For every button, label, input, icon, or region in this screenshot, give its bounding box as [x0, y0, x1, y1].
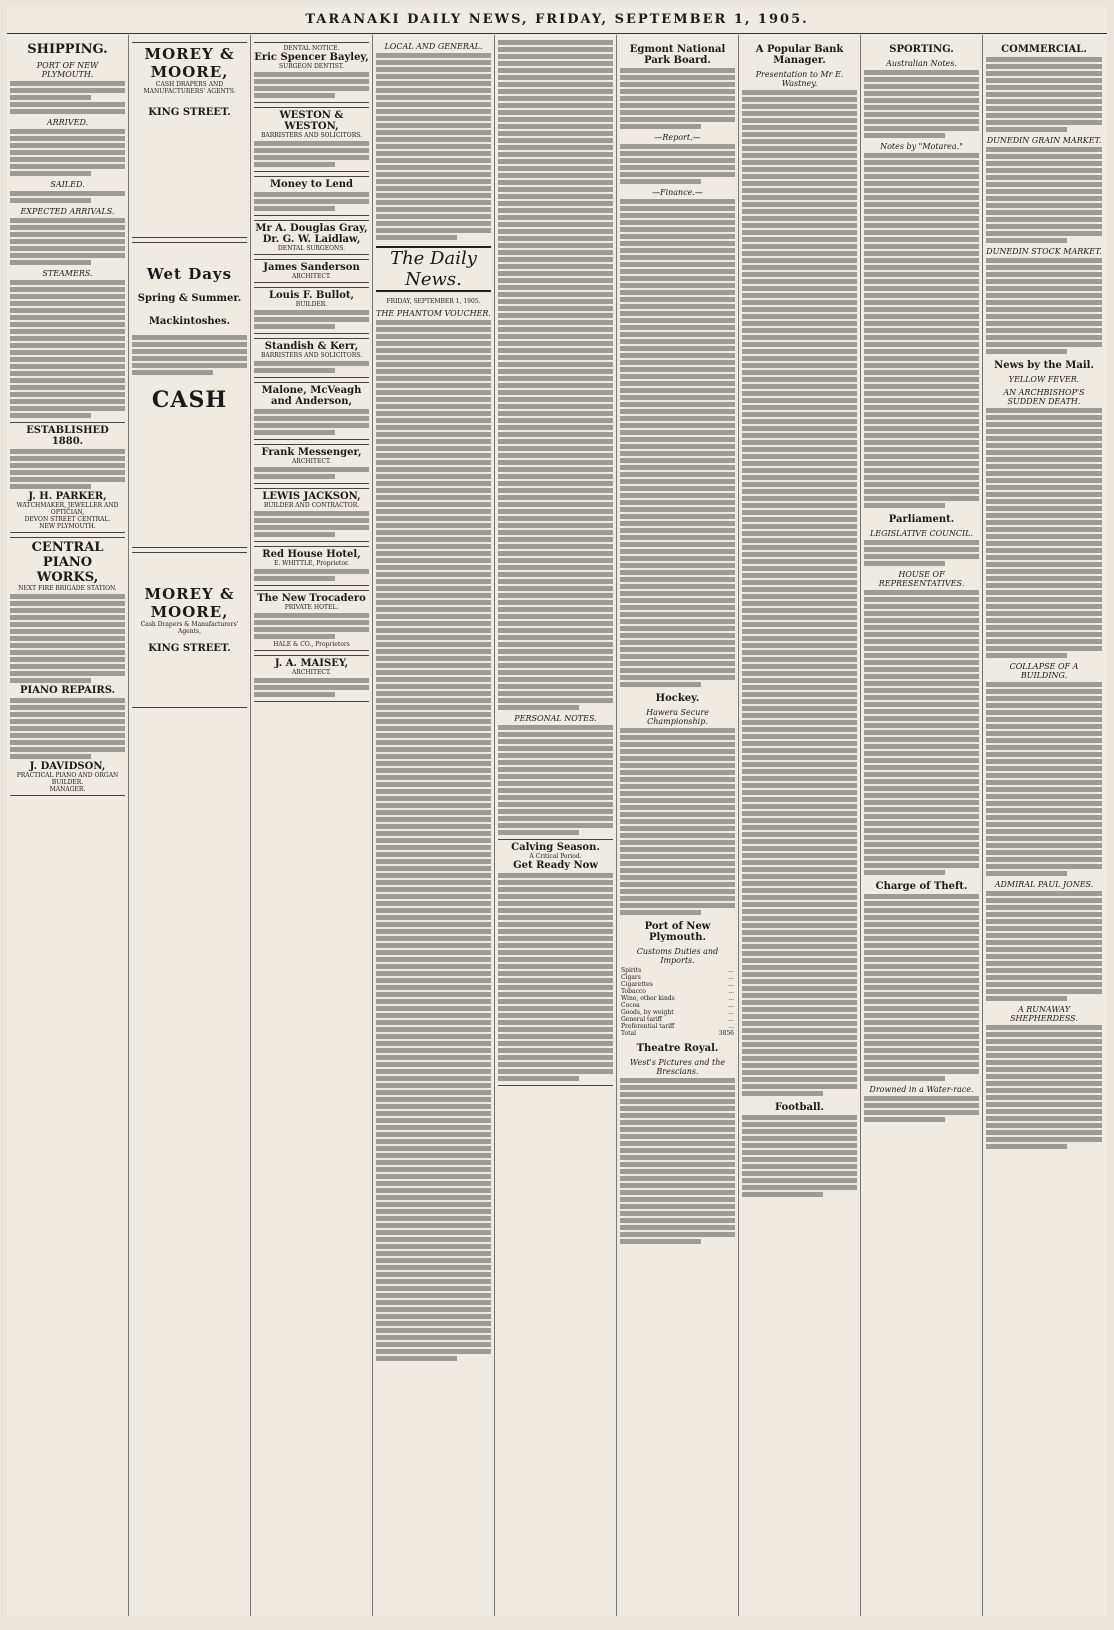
bayley-name: Eric Spencer Bayley, [254, 52, 369, 63]
customs-value: ... [728, 974, 734, 981]
bank-heading: A Popular Bank Manager. [755, 44, 844, 66]
hockey-text [620, 728, 735, 915]
maisey-sub: ARCHITECT. [291, 669, 332, 676]
piano-works-sub: NEXT FIRE BRIGADE STATION. [18, 585, 117, 592]
customs-value: ... [728, 988, 734, 995]
parker-name: J. H. PARKER, [28, 491, 107, 502]
port-heading: PORT OF NEW PLYMOUTH. [36, 61, 99, 79]
customs-item: Cigarettes [621, 981, 653, 988]
jackson-ad [254, 488, 369, 542]
steamers-text [10, 280, 125, 418]
bank-text [742, 90, 857, 1096]
admiral-heading: ADMIRAL PAUL JONES. [994, 880, 1094, 889]
column-2 [129, 35, 251, 1616]
hockey-sub: Hawera Secure Championship. [646, 708, 709, 726]
malone-name: Malone, McVeagh and Anderson, [261, 385, 362, 407]
parker-ad [10, 422, 125, 533]
arrived-text [10, 129, 125, 176]
egmont-intro [620, 68, 735, 129]
finance-heading: —Finance.— [652, 188, 703, 197]
morey-ad-bottom [132, 552, 247, 708]
fever-heading: YELLOW FEVER. [1008, 375, 1080, 384]
customs-item: Preferential tariff [621, 1023, 675, 1030]
redhouse-name: Red House Hotel, [262, 549, 361, 560]
archbishop-text [986, 408, 1102, 658]
calving-getready: Get Ready Now [513, 860, 598, 871]
morey-street: KING STREET. [148, 107, 231, 118]
bullot-sub: BUILDER. [295, 301, 328, 308]
redhouse-ad [254, 546, 369, 586]
drowned-heading: Drowned in a Water-race. [869, 1085, 974, 1094]
parliament-heading: Parliament. [888, 514, 955, 525]
customs-row [620, 1023, 735, 1030]
customs-item: Cocoa [621, 1002, 640, 1009]
customs-table [620, 967, 735, 1037]
council-heading: LEGISLATIVE COUNCIL. [869, 529, 974, 538]
commercial-text [986, 57, 1102, 132]
maisey-name: J. A. MAISEY, [274, 658, 349, 669]
calving-sub: A Critical Period. [529, 853, 582, 860]
bullot-name: Louis F. Bullot, [268, 290, 355, 301]
standish-sub: BARRISTERS AND SOLICITORS. [260, 352, 363, 359]
sailed-text [10, 191, 125, 203]
collapse-heading: COLLAPSE OF A BUILDING. [1009, 662, 1079, 680]
laidlaw-name: Dr. G. W. Laidlaw, [262, 234, 361, 245]
admiral-text [986, 891, 1102, 1001]
sanderson-ad [254, 259, 369, 283]
stock-heading: DUNEDIN STOCK MARKET. [986, 247, 1102, 256]
report-heading: —Report.— [654, 133, 701, 142]
established-heading: ESTABLISHED 1880. [26, 425, 109, 447]
morey-sub: CASH DRAPERS AND MANUFACTURERS' AGENTS. [143, 81, 236, 95]
customs-item: Cigars [621, 974, 641, 981]
runaway-heading: A RUNAWAY SHEPHERDESS. [1010, 1005, 1078, 1023]
calving-heading: Calving Season. [511, 842, 600, 853]
bullot-ad [254, 287, 369, 334]
motarea-heading: Notes by "Motarea." [880, 142, 963, 151]
drowned-text [864, 1096, 979, 1122]
morey2-street: KING STREET. [148, 643, 231, 654]
wet-days: Wet Days [146, 265, 233, 283]
customs-row [620, 1002, 735, 1009]
customs-item: Spirits [621, 967, 642, 974]
customs-value: ... [728, 1023, 734, 1030]
gray-name: Mr A. Douglas Gray, [255, 223, 368, 234]
customs-row [620, 967, 735, 974]
messenger-sub: ARCHITECT. [291, 458, 332, 465]
aus-notes-text [864, 70, 979, 138]
theatre-text [620, 1078, 735, 1244]
morey-name: MOREY & MOORE, [144, 45, 235, 81]
customs-value: ... [728, 995, 734, 1002]
dental-surgeons-ad [254, 220, 369, 255]
dental-notice: DENTAL NOTICE. [283, 45, 340, 52]
standish-name: Standish & Kerr, [264, 341, 359, 352]
weston-ad [254, 107, 369, 172]
customs-row [620, 1009, 735, 1016]
bank-sub: Presentation to Mr E. Wastney. [755, 70, 844, 88]
spring-summer: Spring & Summer. [137, 293, 242, 304]
mail-heading: News by the Mail. [994, 360, 1094, 371]
customs-item: Tobacco [621, 988, 646, 995]
customs-value: ... [728, 981, 734, 988]
house-text [864, 590, 979, 875]
local-general-heading: LOCAL AND GENERAL. [384, 42, 483, 51]
expected-text [10, 218, 125, 265]
phantom-text [376, 320, 491, 1361]
whittle-name: E. WHITTLE, Proprietor. [273, 560, 350, 567]
customs-item: Wine, other kinds [621, 995, 675, 1002]
column5-top-text [498, 40, 613, 710]
customs-item: General tariff [621, 1016, 663, 1023]
hale-name: HALE & CO., Proprietors [273, 641, 350, 648]
standish-ad [254, 338, 369, 378]
steamers-heading: STEAMERS. [42, 269, 93, 278]
columns [7, 35, 1107, 1616]
council-text [864, 540, 979, 566]
finance-text [620, 199, 735, 687]
bayley-sub: SURGEON DENTIST. [279, 63, 344, 70]
laidlaw-sub: DENTAL SURGEONS. [277, 245, 346, 252]
piano-ad [10, 537, 125, 796]
morey2-name: MOREY & MOORE, [144, 585, 235, 621]
local-general-text [376, 53, 491, 240]
runaway-text [986, 1025, 1102, 1149]
shipping-text [10, 81, 125, 114]
davidson-trade: PRACTICAL PIANO AND ORGAN BUILDER. [16, 772, 119, 786]
bayley-ad [254, 42, 369, 103]
phantom-heading: THE PHANTOM VOUCHER. [376, 309, 491, 318]
personal-notes-heading: PERSONAL NOTES. [514, 714, 597, 723]
column-9 [983, 35, 1105, 1616]
daily-news-logo: The Daily News. [376, 246, 491, 292]
column-3 [251, 35, 373, 1616]
customs-row [620, 988, 735, 995]
customs-value: ... [728, 1009, 734, 1016]
masthead: TARANAKI DAILY NEWS, FRIDAY, SEPTEMBER 1, 1905. [7, 7, 1107, 34]
sanderson-name: James Sanderson [263, 262, 360, 273]
calving-ad [498, 839, 613, 1086]
customs-row [620, 974, 735, 981]
football-heading: Football. [774, 1102, 825, 1113]
football-text [742, 1115, 857, 1197]
personal-notes-text [498, 725, 613, 835]
aus-notes-heading: Australian Notes. [886, 59, 957, 68]
customs-item: Goods, by weight [621, 1009, 674, 1016]
messenger-name: Frank Messenger, [261, 447, 362, 458]
customs-value: ... [728, 967, 734, 974]
grain-text [986, 147, 1102, 243]
customs-row [620, 995, 735, 1002]
sailed-heading: SAILED. [50, 180, 85, 189]
piano-works-heading: CENTRAL PIANO WORKS, [31, 540, 104, 585]
customs-value: ... [728, 1016, 734, 1023]
money-ad [254, 176, 369, 216]
trocadero-ad [254, 590, 369, 651]
jackson-sub: BUILDER AND CONTRACTOR. [263, 502, 360, 509]
customs-row [620, 1016, 735, 1023]
maisey-ad [254, 655, 369, 702]
trocadero-sub: PRIVATE HOTEL. [284, 604, 339, 611]
customs-total-value: 3856 [718, 1030, 734, 1037]
messenger-ad [254, 444, 369, 484]
column-1 [7, 35, 129, 1616]
money-to-lend: Money to Lend [269, 179, 354, 190]
shipping-heading: SHIPPING. [27, 42, 108, 57]
piano-repairs-heading: PIANO REPAIRS. [19, 685, 116, 696]
parker-trade: WATCHMAKER, JEWELLER AND OPTICIAN, [16, 502, 119, 516]
customs-sub: Customs Duties and Imports. [636, 947, 719, 965]
theft-text [864, 894, 979, 1081]
jackson-name: LEWIS JACKSON, [262, 491, 361, 502]
column-7 [739, 35, 861, 1616]
port-heading: Port of New Plymouth. [644, 921, 711, 943]
davidson-manager: MANAGER. [49, 786, 86, 793]
theft-heading: Charge of Theft. [875, 881, 968, 892]
arrived-heading: ARRIVED. [46, 118, 89, 127]
column-6 [617, 35, 739, 1616]
parker-town: NEW PLYMOUTH. [39, 523, 96, 530]
sanderson-sub: ARCHITECT. [291, 273, 332, 280]
davidson-name: J. DAVIDSON, [29, 761, 106, 772]
trocadero-name: The New Trocadero [257, 593, 366, 604]
wet-days-ad [132, 242, 247, 548]
column-8 [861, 35, 983, 1616]
customs-row [620, 981, 735, 988]
weston-name: WESTON & WESTON, [279, 110, 344, 132]
expected-heading: EXPECTED ARRIVALS. [20, 207, 115, 216]
theatre-sub: West's Pictures and the Brescians. [629, 1058, 726, 1076]
stock-text [986, 258, 1102, 354]
malone-ad [254, 382, 369, 440]
customs-value: ... [728, 1002, 734, 1009]
newspaper-page [7, 7, 1107, 1616]
mackintoshes: Mackintoshes. [148, 316, 231, 327]
morey2-sub: Cash Drapers & Manufacturers' Agents, [140, 621, 239, 635]
column-5 [495, 35, 617, 1616]
parker-street: DEVON STREET CENTRAL. [24, 516, 111, 523]
customs-total-label: Total [621, 1030, 637, 1037]
house-heading: HOUSE OF REPRESENTATIVES. [878, 570, 965, 588]
report-text [620, 144, 735, 184]
archbishop-heading: AN ARCHBISHOP'S SUDDEN DEATH. [1003, 388, 1085, 406]
collapse-text [986, 682, 1102, 876]
grain-heading: DUNEDIN GRAIN MARKET. [986, 136, 1102, 145]
customs-total-row [620, 1030, 735, 1037]
commercial-heading: COMMERCIAL. [1001, 44, 1087, 55]
weston-sub: BARRISTERS AND SOLICITORS. [260, 132, 363, 139]
theatre-heading: Theatre Royal. [636, 1043, 719, 1054]
sporting-heading: SPORTING. [889, 44, 954, 55]
morey-ad-top [132, 42, 247, 238]
egmont-heading: Egmont National Park Board. [629, 44, 726, 66]
leader-dateline: FRIDAY, SEPTEMBER 1, 1905. [386, 298, 481, 305]
cash-word: CASH [151, 387, 228, 413]
column-4 [373, 35, 495, 1616]
motarea-text [864, 153, 979, 508]
hockey-heading: Hockey. [655, 693, 700, 704]
